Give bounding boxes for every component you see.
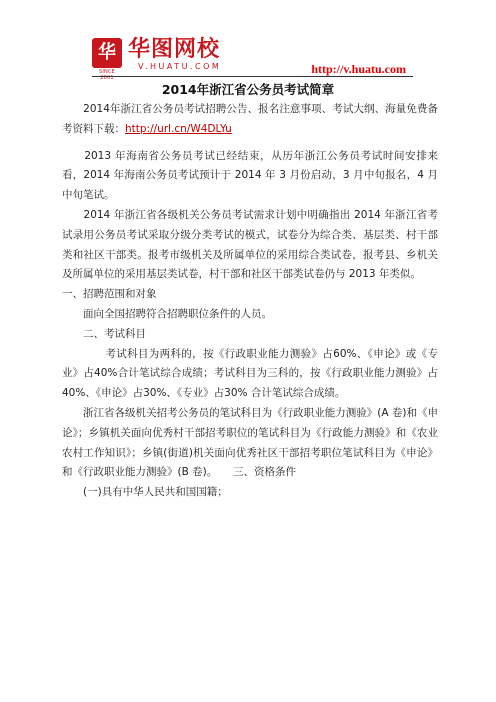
- section-heading-subjects: 二、考试科目: [62, 327, 146, 340]
- exam-time-paragraph: 2013 年海南省公务员考试已经结束，从历年浙江公务员考试时间安排来看，2014 年海南公务员考试预计于 2014 年 3 月份启动，3 月中旬报名，4 月中旬笔试。: [62, 149, 438, 202]
- logo-name: 华图网校: [128, 37, 221, 62]
- intro-text: 2014年浙江省公务员考试招聘公告、报名注意事项、考试大纲、海量免费备考资料下载：: [62, 103, 438, 135]
- document-title: 2014年浙江省公务员考试简章: [161, 82, 335, 97]
- page-header: [92, 37, 412, 81]
- download-link[interactable]: http://url.cn/W4DLYu: [125, 122, 232, 135]
- section-heading-scope: 一、招聘范围和对象: [62, 288, 157, 301]
- document-body: [62, 100, 438, 503]
- header-divider: [92, 76, 413, 77]
- subjects-detail-paragraph: 浙江省各级机关招考公务员的笔试科目为《行政职业能力测验》(A 卷)和《申论》；乡镇机关面向优秀村干部招考职位的笔试科目为《行政能力测验》和《农业农村工作知识》；乡镇(街道)机关面向优秀社区干部招考职位笔试科目为《申论》和《行政职业能力测验》(B 卷)。 三、资格条件: [62, 406, 438, 479]
- header-site-link[interactable]: http://v.huatu.com: [311, 62, 406, 76]
- scope-paragraph: 面向全国招聘符合招聘职位条件的人员。: [62, 307, 272, 320]
- huatu-logo-icon: 华: [92, 38, 122, 68]
- huatu-logo[interactable]: [92, 37, 222, 81]
- qualification-item-1: (一)具有中华人民共和国国籍；: [62, 486, 228, 499]
- subjects-weight-paragraph: 考试科目为两科的，按《行政职业能力测验》占60%、《申论》或《专业》占40%合计笔试综合成绩；考试科目为三科的，按《行政职业能力测验》占40%、《申论》占30%、《专业》占30% 合计笔试综合成绩。: [62, 347, 438, 400]
- logo-since-text: SINCE 2001: [98, 69, 116, 81]
- exam-mode-paragraph: 2014 年浙江省各级机关公务员考试需求计划中明确指出 2014 年浙江省考试录用公务员考试采取分级分类考试的模式，试卷分为综合类、基层类、村干部类和社区干部类。报考市级机关及所属单位的采用综合类试卷，报考县、乡机关及所属单位的采用基层类试卷，村干部和社区干部类试卷仍与 2013 年类似。: [62, 208, 438, 281]
- logo-text: [128, 38, 221, 71]
- intro-paragraph: [62, 100, 438, 140]
- logo-domain: V.HUATU.COM: [138, 62, 222, 71]
